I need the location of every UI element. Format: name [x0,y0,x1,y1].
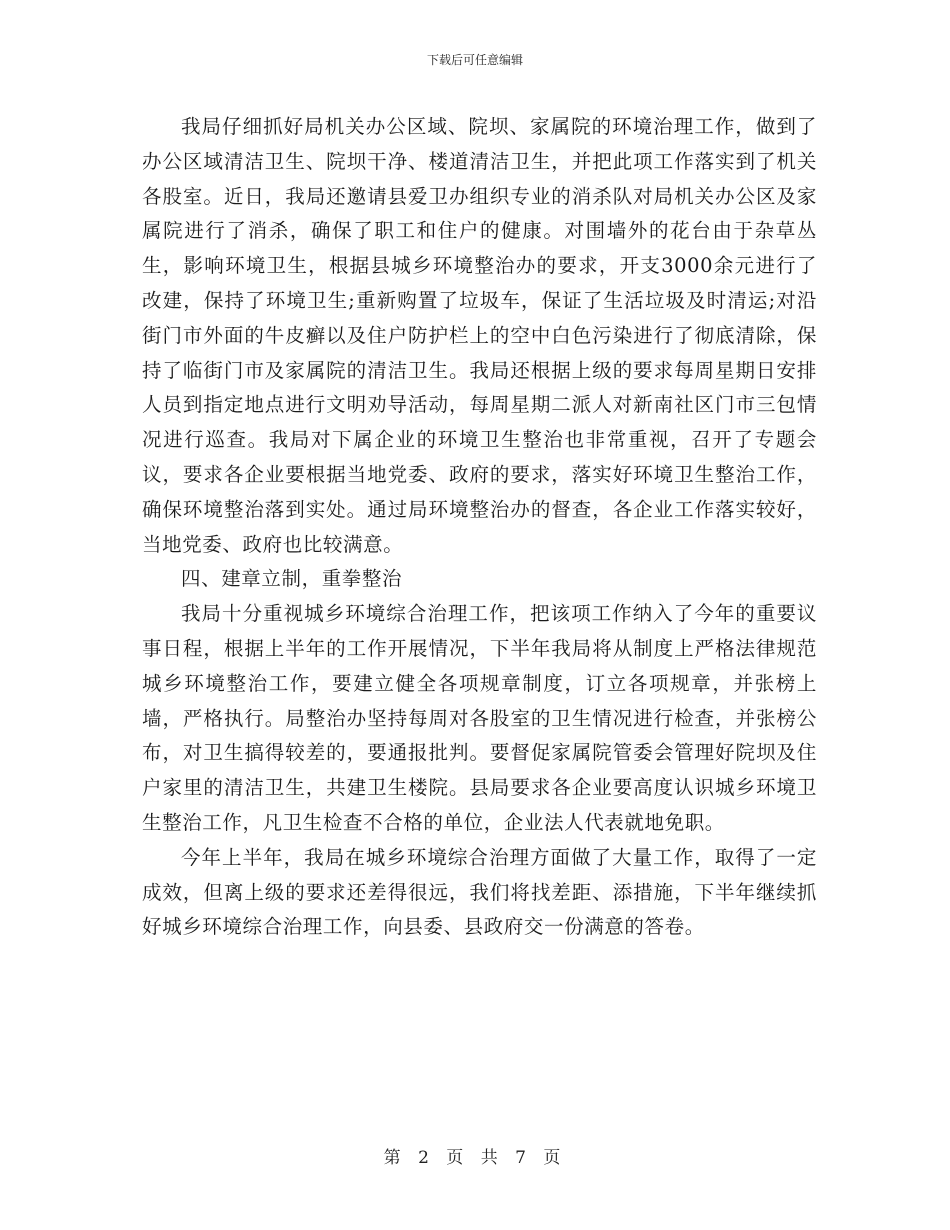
document-body [142,110,817,945]
paragraph-regulations: 我局十分重视城乡环境综合治理工作，把该项工作纳入了今年的重要议事日程，根据上半年的工作开展情况，下半年我局将从制度上严格法律规范城乡环境整治工作，要建立健全各项规章制度，订立各项规章，并张榜上墙，严格执行。局整治办坚持每周对各股室的卫生情况进行检查，并张榜公布，对卫生搞得较差的，要通报批判。要督促家属院管委会管理好院坝及住户家里的清洁卫生，共建卫生楼院。县局要求各企业要高度认识城乡环境卫生整治工作，凡卫生检查不合格的单位，企业法人代表就地免职。 [142,602,817,834]
page-number: 第 2 页 共 7 页 [383,1148,567,1168]
page-header: 下载后可任意编辑 [426,53,523,67]
section-heading-regulations: 四、建章立制，重拳整治 [181,567,403,591]
paragraph-summary: 今年上半年，我局在城乡环境综合治理方面做了大量工作，取得了一定成效，但离上级的要求还差得很远，我们将找差距、添措施，下半年继续抓好城乡环境综合治理工作，向县委、县政府交一份满意的答卷。 [142,845,817,939]
paragraph-office-cleanup: 我局仔细抓好局机关办公区域、院坝、家属院的环境治理工作，做到了办公区域清洁卫生、院坝干净、楼道清洁卫生，并把此项工作落实到了机关各股室。近日，我局还邀请县爱卫办组织专业的消杀队对局机关办公区及家属院进行了消杀，确保了职工和住户的健康。对围墙外的花台由于杂草丛生，影响环境卫生，根据县城乡环境整治办的要求，开支3000余元进行了改建，保持了环境卫生;重新购置了垃圾车，保证了生活垃圾及时清运;对沿街门市外面的牛皮癣以及住户防护栏上的空中白色污染进行了彻底清除，保持了临街门市及家属院的清洁卫生。我局还根据上级的要求每周星期日安排人员到指定地点进行文明劝导活动，每周星期二派人对新南社区门市三包情况进行巡查。我局对下属企业的环境卫生整治也非常重视，召开了专题会议，要求各企业要根据当地党委、政府的要求，落实好环境卫生整治工作，确保环境整治落到实处。通过局环境整治办的督查，各企业工作落实较好，当地党委、政府也比较满意。 [142,115,817,556]
